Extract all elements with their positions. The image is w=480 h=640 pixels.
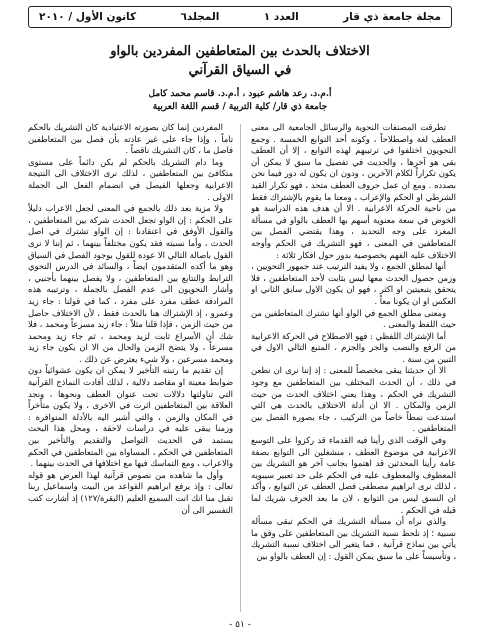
paragraph: أما الإشتراك اللفظي : فهو الاصطلاح في الحركة الاعرابية من الرفع والنصب والجر والجزم ، المتبع التالي الاول في التبين من سنة . — [251, 330, 456, 364]
volume-number: المجلد٦ — [180, 11, 220, 23]
column-divider — [240, 124, 241, 612]
page-number: - ٥١ - — [229, 620, 251, 630]
journal-header — [28, 6, 452, 28]
paragraph: وأول ما شاهده من نصوص قرآنية لهذا العرض هو قوله تعالى : وإذ يرفع ابراهيم القواعد من البيت واسماعيل ربنا تقبل منا انك انت السميع العليم (البقرة/١٢٧) إذ أشارت كتب التفسير الى أن — [28, 469, 233, 515]
author-affiliation: جامعة ذي قار/ كلية التربية / قسم اللغة العربية — [152, 102, 328, 112]
paragraph: والذي نراه أن مسألة التشريك في الحكم تبقى مسألة نسبية ؛ إذ نلحظ نسبة التشريك بين المتعاطفين على وفق ما يأتي بين نماذج قرآنية ، فما يتغير الى اختلاف نسبة التشريك ، وتأسيساً على ما سبق يمكن القول : إن العطف بالواو بين — [251, 516, 456, 561]
right-column — [251, 122, 456, 614]
issue-number: العدد ١ — [263, 11, 299, 23]
paragraph: ومعنى مطلق الجمع في الواو أنها تشترك المتعاطفين من حيث اللفظ والمعنى . — [251, 307, 456, 330]
paragraph: أنها لمطلق الجمع ، ولا يفيد الترتيب عند جمهور النحويين ، وزمن حصول الحدث معها ليس بثابت لأحد المتعاطفين ، فلا يتحقق بتبعيتين او اكثر ، فهو ان يكون الاول سابق الثاني او العكس او ان يكونا معاً . — [251, 261, 456, 306]
paragraph: إن تقديم ما رتبته التأخير لا يمكن ان يكون عشوائياً دون ضوابط معينة او مقاصد دلالية ، لذلك أفادت النماذج القرآنية التي تناولتها دلالات تحت عنوان العطف ونحوها ، ونجد العلاقة بين المتعاطفين اثرت في الاخرى ، ولا يكون متأخراً في المكان والزمن ، والتي أشير اليه بالأدلة المتوافرة : وزمنا يبقى عليه في دراسات لاحقة ، ومحل هذا البحث يستمد في الحديث التواصل والتقديم والتأخير بين المتعاطفين في الحكم ، المساواة بين المتعاطفين في الحكم والاعراب ، ومع التماسك فيها مع اختلافها في الحدث بينهما . — [28, 365, 233, 469]
title-line-1: الاختلاف بالحدث بين المتعاطفين المفردين بالواو — [110, 44, 370, 59]
author-names: أ.م.د. رعد هاشم عبود ، أ.م.د. قاسم محمد كامل — [148, 89, 332, 99]
journal-name: مجلة جامعة ذي قار — [343, 11, 441, 23]
paragraph: الا أن حديثنا يبقى مخصصاً للمعنى : إذ إننا نرى ان نطعن في ذلك ، أن الحدث المختلف بين المتعاطفين مع وجود التشريك في الحكم ، وهذا يعني اختلاف الحدث من حيث الزمن والمكان . الا ان أدلة الاختلاف بالحدث هي التي استدعت نمطاً خاصاً من التركيب ، جاء بصورة الفصل بين المتعاطفين . — [251, 365, 456, 434]
article-title — [40, 42, 440, 80]
paragraph: وما دام التشريك بالحكم لم يكن دائماً على مستوى متكافئ بين المتعاطفين ، لذلك نرى الاختلاف الى النتيجة الاعرابية وجعلها الفيصل في انضمام الفعل الى الجملة الاولى . — [28, 156, 233, 202]
issue-date: كانون الأول / ٢٠١٠ — [39, 11, 137, 23]
paragraph: تطرقت المصنفات النحوية والرسائل الجامعية الى معنى العطف لغة واصطلاحاً ، وكونه أحد التوابع الخمسة . وجمع النحويون اختلفوا في ترتيبهم لهذه التوابع ، إلا أن العطف بقي هو آخرها ، والحديث في تفصيل ما سبق لا يمكن أن يكون تكراراً لكلام الآخرين ، ودون ان يكون له دور فيما نحن بصدده . ومع ان عمل حروف العطف متحد ، فهو تكرار القيد الشرطي او الحكم والإعراب ، ومعنا ما يقوم بالإشتراك فقط من ناحية الحركة الاعرابية . الا أن هدف هذه الدراسة هو الخوض في سعة معنوية أسهم بها العطف بالواو في مسألة المغرد على وجه التحديد ، وهذا يقتضي الفصل بين المتعاطفين في المعنى ، فهو التشريك في الحكم وأوجه الاختلاف عليه الفهم بخصوصية بدور حول افكار ثلاثة : — [251, 122, 456, 260]
title-line-2: في السياق القرآني — [188, 63, 292, 78]
paragraph: ولا مزية بعد ذلك بالجمع في المعنى لجعل الاعراب دليلاً على الحكم : إن الواو تجعل الحدث شركة بين المتعاطفين ، والقول الأوفق في اعتقادنا : إن الواو تشترك في اصل الحدث ، وأما نسبته فقد يكون مختلفاً بينهما ، ثم إننا لا نرى القول باصالة التالي الا عودة للقول بوجود الفصل في السياق وهو ما أكده المتقدمون ايضاً ، والسائد في الدرس النحوي الترابط والتتابع بين المتعاطفين ، ولا يفصل بينهما بأجنبي ، وأشار النحويون الى عدم الفصل بالجملة ، وترتيبه هذه المرادفة عطف مفرد على مفرد ، كما في قولنا : جاء زيد وعمرو ، إذ الإشتراك هنا بالحدث فقط ، لأن الاختلاف حاصل من حيث الزمن ، فإذا قلنا مثلاً : جاء زيد مسرعاً ومحمد ، فلا شك أن الأسراع ثابت لزيد ومحمد ، ثم جاء زيد ومحمد مسرعاً ، ولا يتضح الزمن والحال من الا ان يكون جاء زيد ومحمد مسرعين ، ولا شيء يعترض عن ذلك . — [28, 203, 233, 364]
paragraph: وفي الوقت الذي رأينا فيه القدماء قد ركزوا على التوسع الاعرابية في موضوع العطف ، منشغلين الى التوابع بصفة عامة رأينا المحدثين قد اهتموا بجانب آخر هو التشريك بين المعطوف والمعطوف عليه في الحكم على حد تعبير سيبويه ، لذلك نرى ابراهيم مصطفى فصل العطف عن التوابع ، وأكد ان النسق ليس من التوابع ، لان ما بعد الحرف شريك لما قبله في الحكم . — [251, 435, 456, 515]
left-column — [28, 122, 233, 614]
paragraph: المفردين إنما كان بصورته الاعتيادية كان التشريك بالحكم تاماً ، وإذا جاء على غير عادته بأن فصل بين المتعاطفين فاصل ما ، كان التشريك ناقصاً . — [28, 122, 233, 156]
author-block — [60, 88, 420, 114]
